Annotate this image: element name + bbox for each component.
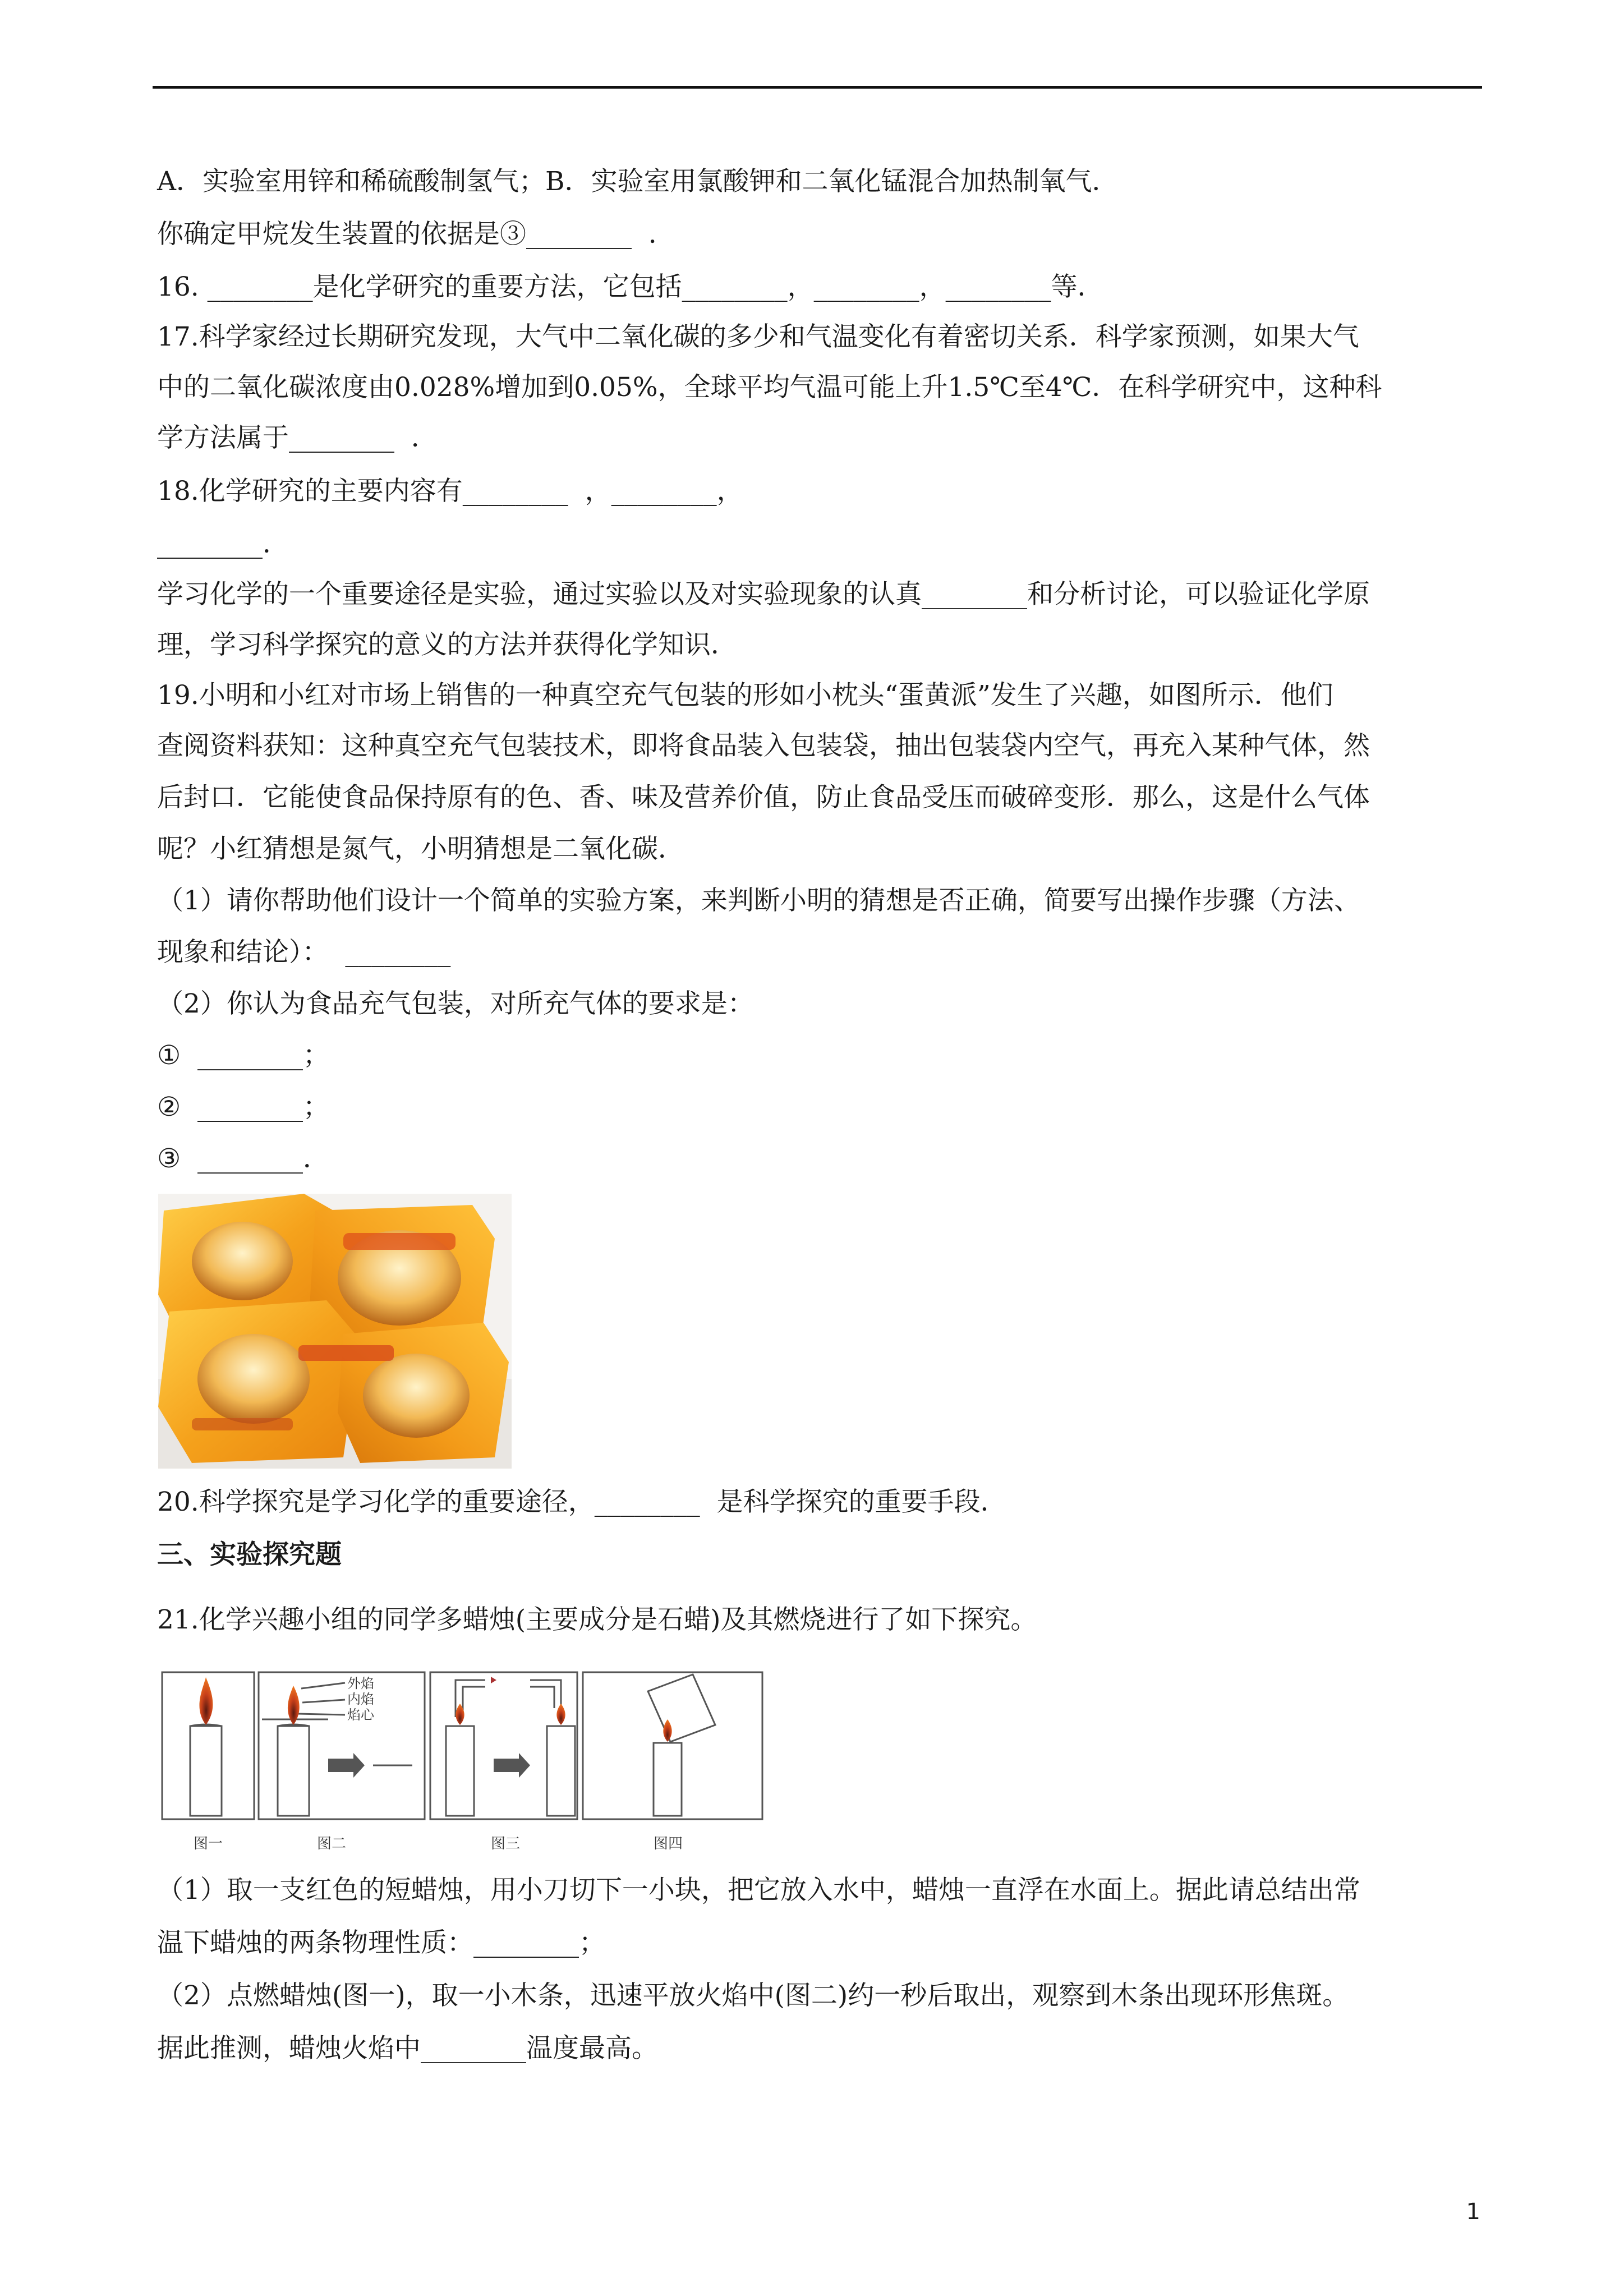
question-20: 20.科学探究是学习化学的重要途径，________ 是科学探究的重要手段． — [157, 1487, 1007, 1517]
text-line: （1）取一支红色的短蜡烛，用小刀切下一小块，把它放入水中，蜡烛一直浮在水面上。据此请总结出常 — [157, 1875, 1360, 1906]
question-19: 19.小明和小红对市场上销售的一种真空充气包装的形如小枕头“蛋黄派”发生了兴趣，如图所示．他们 — [157, 680, 1333, 711]
question-16: 16. ________是化学研究的重要方法，它包括________，________，________等． — [157, 272, 1104, 302]
figure-caption-2: 图二 — [317, 1835, 347, 1852]
text-line: 学方法属于________ ． — [157, 422, 438, 453]
text-line: 呢？小红猜想是氮气，小明猜想是二氧化碳． — [157, 834, 684, 864]
flame-label-outer: 外焰 — [347, 1676, 374, 1691]
figure-caption-1: 图一 — [194, 1835, 223, 1852]
text-line: （2）点燃蜡烛(图一)，取一小木条，迅速平放火焰中(图二)约一秒后取出，观察到木条出现环形焦斑。 — [157, 1980, 1349, 2011]
page-number: 1 — [1466, 2199, 1480, 2225]
text-line: （2）你认为食品充气包装，对所充气体的要求是： — [157, 988, 754, 1019]
text-line: 现象和结论）： ________ — [157, 937, 451, 968]
question-18: 18.化学研究的主要内容有________ ，________， — [157, 476, 743, 507]
text-line: 查阅资料获知：这种真空充气包装技术，即将食品装入包装袋，抽出包装袋内空气，再充入某种气体，然 — [157, 730, 1370, 761]
question-17: 17.科学家经过长期研究发现，大气中二氧化碳的多少和气温变化有着密切关系．科学家预测，如果大气 — [157, 321, 1359, 352]
text-line: 中的二氧化碳浓度由0.028%增加到0.05%，全球平均气温可能上升1.5℃至4℃．在科学研究中，这种科 — [157, 372, 1382, 403]
text-line: 学习化学的一个重要途径是实验，通过实验以及对实验现象的认真________和分析讨论，可以验证化学原 — [157, 579, 1370, 610]
text-line: 理，学习科学探究的意义的方法并获得化学知识． — [157, 629, 737, 660]
figure-caption-3: 图三 — [491, 1835, 521, 1852]
text-line: ③ ________． — [157, 1143, 330, 1174]
text-line: 温下蜡烛的两条物理性质：________； — [157, 1927, 605, 1958]
text-line: ② ________； — [157, 1092, 330, 1122]
text-line: A．实验室用锌和稀硫酸制氢气；B．实验室用氯酸钾和二氧化锰混合加热制氧气． — [157, 166, 1119, 197]
text-line: 据此推测，蜡烛火焰中________温度最高。 — [157, 2033, 658, 2064]
flame-label-inner: 内焰 — [347, 1691, 374, 1707]
section-heading: 三、实验探究题 — [157, 1539, 342, 1570]
text-line: 后封口．它能使食品保持原有的色、香、味及营养价值，防止食品受压而破碎变形．那么，这是什么气体 — [157, 782, 1370, 813]
flame-label-core: 焰心 — [347, 1707, 374, 1723]
text-line: ① ________； — [157, 1040, 330, 1071]
candle-experiment-figure — [160, 1669, 766, 1860]
header-rule — [153, 86, 1482, 89]
text-line: （1）请你帮助他们设计一个简单的实验方案，来判断小明的猜想是否正确，简要写出操作步骤（方法、 — [157, 885, 1360, 916]
text-line: 你确定甲烷发生装置的依据是③________ ． — [157, 219, 675, 250]
text-line: ________． — [157, 528, 289, 559]
question-21: 21.化学兴趣小组的同学多蜡烛(主要成分是石蜡)及其燃烧进行了如下探究。 — [157, 1604, 1037, 1635]
figure-caption-4: 图四 — [654, 1835, 683, 1852]
snack-package-photo — [158, 1194, 512, 1469]
